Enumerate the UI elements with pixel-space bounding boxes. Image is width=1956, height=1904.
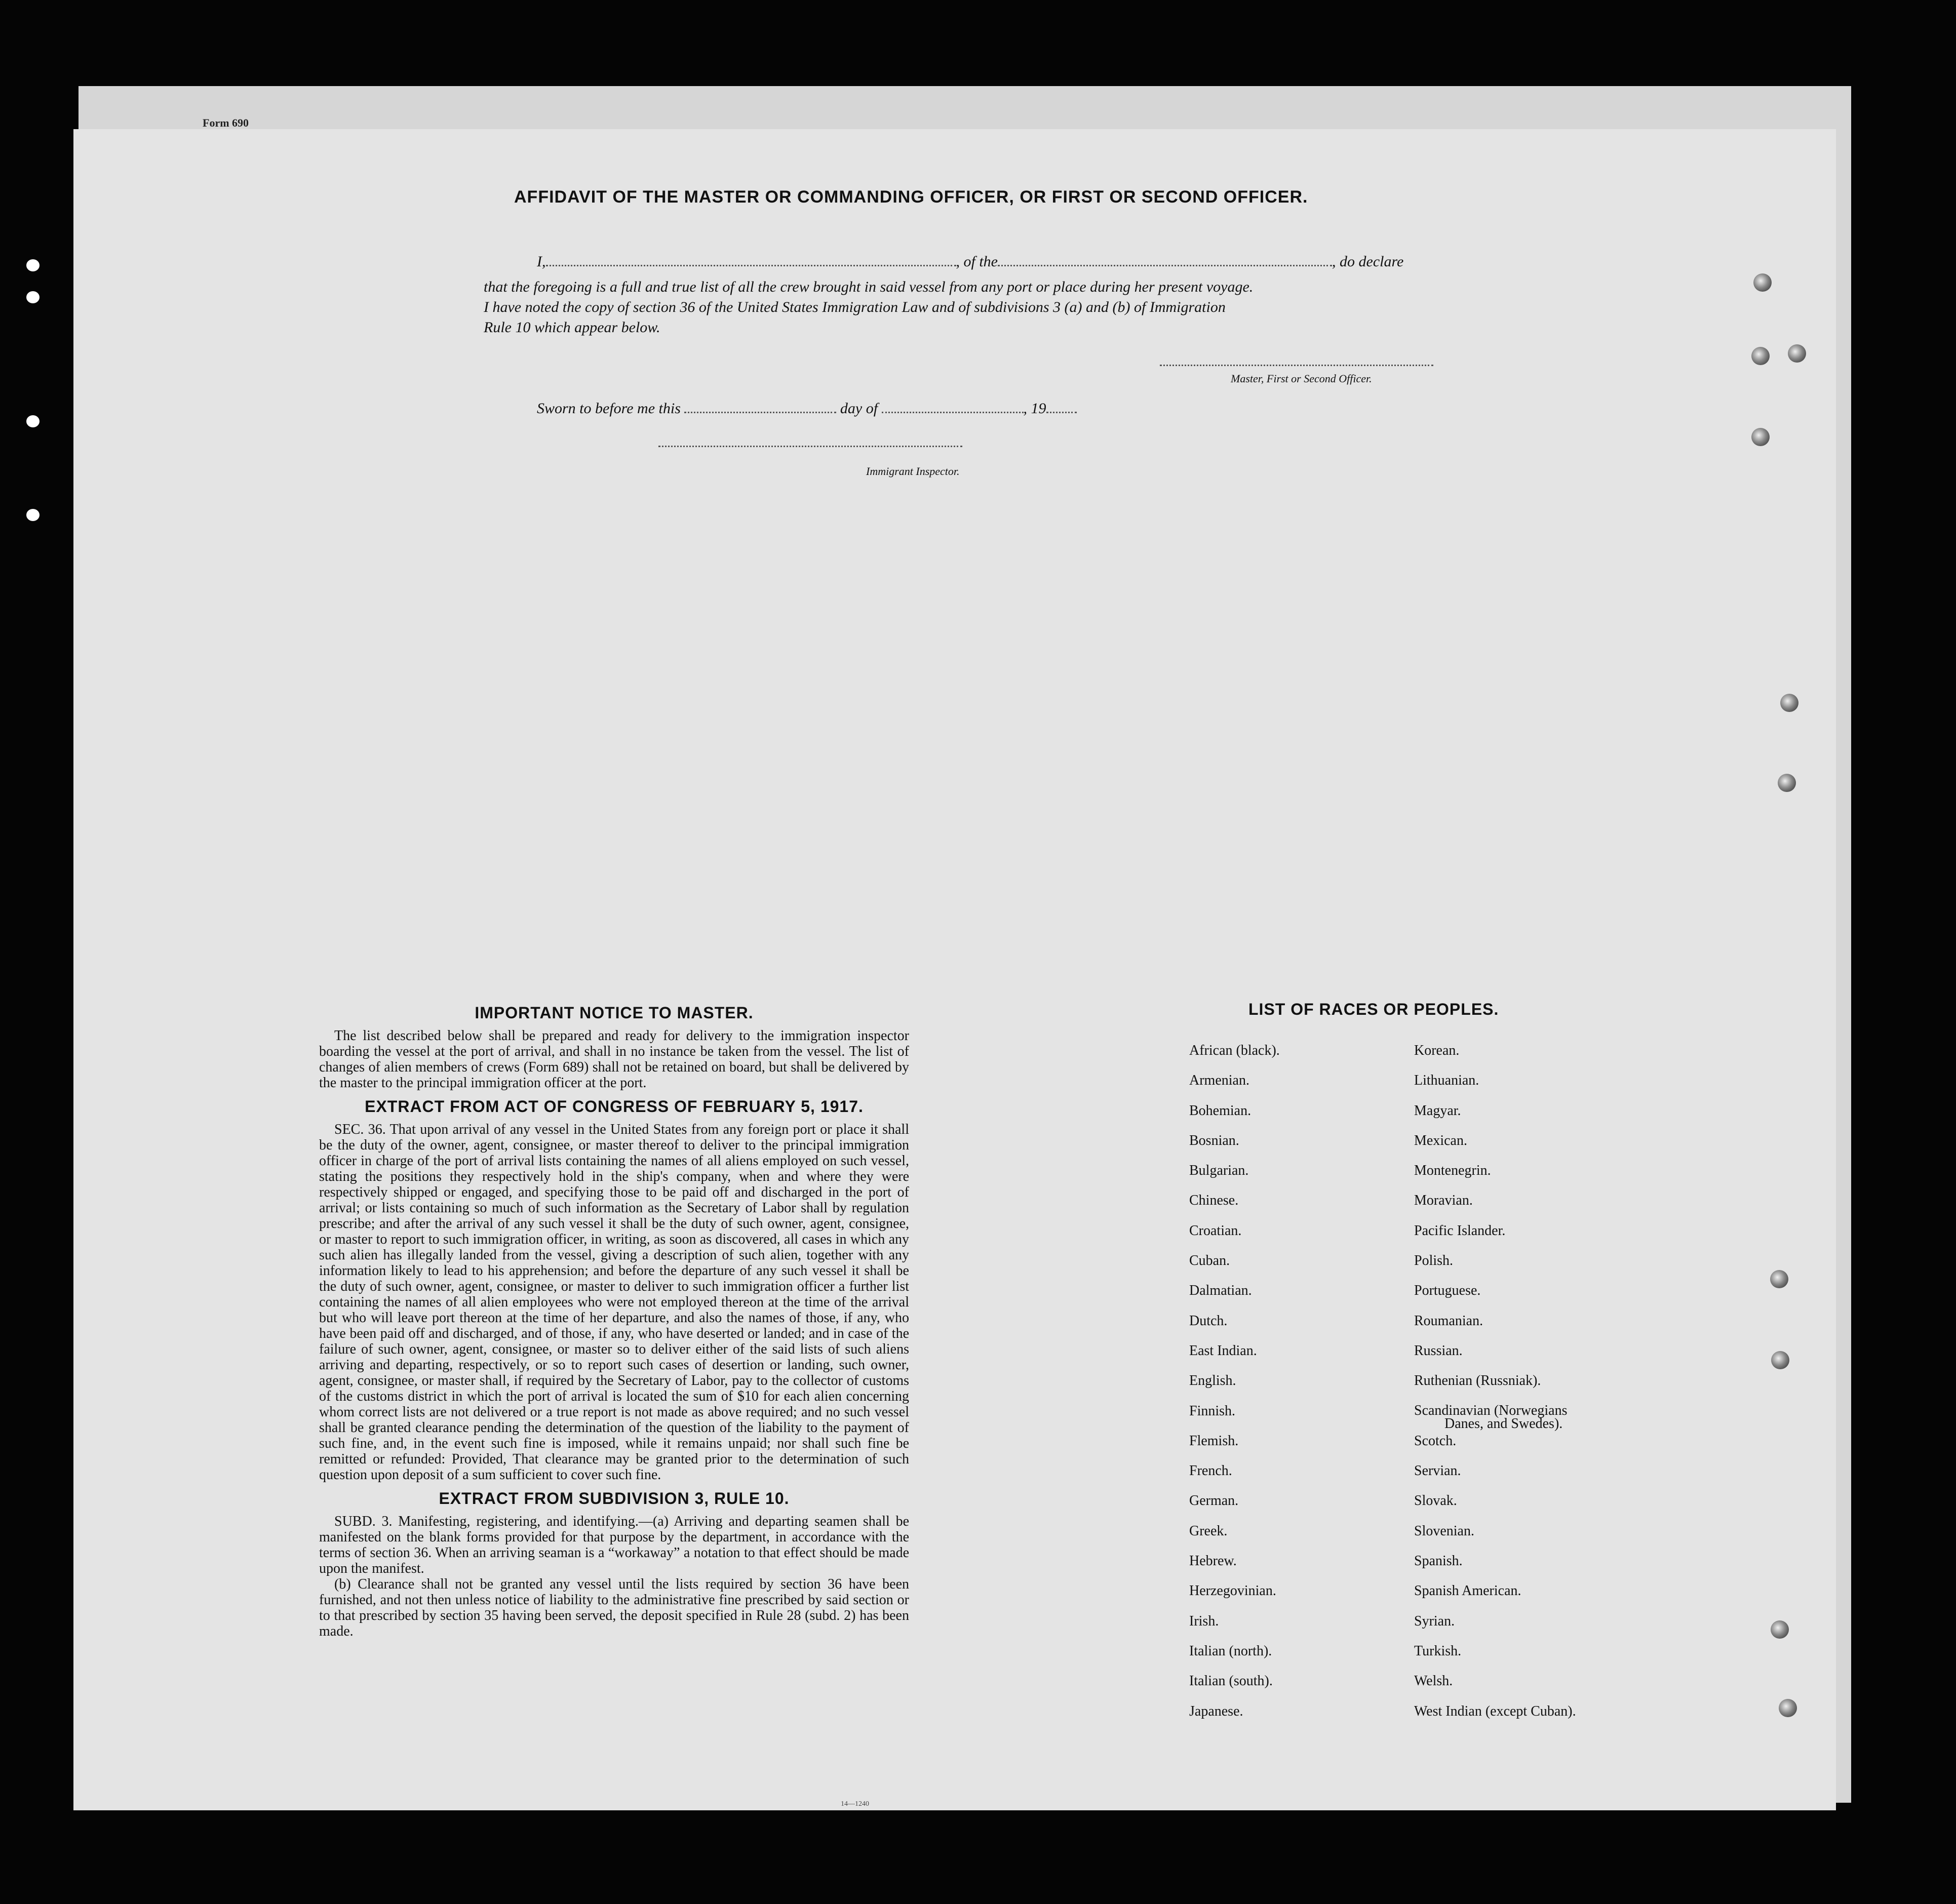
binding-hole xyxy=(26,259,40,271)
punch-hole xyxy=(1778,774,1796,792)
punch-hole xyxy=(1771,1620,1789,1639)
rule-extract-para-a: SUBD. 3. Manifesting, registering, and identifying.—(a) Arriving and departing seamen shall be manifested on the blank forms provided for that purpose by the department, in accordance with the terms of section 36. When an arriving seaman is a “workaway” a notation to that effect should be made upon the manifest. xyxy=(319,1514,909,1576)
races-column-2 xyxy=(1414,1043,1576,1734)
footer-code: 14—1240 xyxy=(841,1800,869,1808)
inspector-signature-line[interactable] xyxy=(658,446,962,447)
race-item: Armenian. xyxy=(1189,1073,1249,1089)
race-item: African (black). xyxy=(1189,1043,1280,1058)
notice-title: IMPORTANT NOTICE TO MASTER. xyxy=(475,1004,754,1022)
race-item: French. xyxy=(1189,1463,1232,1479)
master-signature-line[interactable] xyxy=(1160,365,1433,366)
race-item: Montenegrin. xyxy=(1414,1163,1491,1179)
race-item: Turkish. xyxy=(1414,1643,1462,1659)
punch-hole xyxy=(1779,1699,1797,1717)
race-item: Herzegovinian. xyxy=(1189,1583,1276,1599)
race-item: Moravian. xyxy=(1414,1193,1473,1209)
race-item: Dutch. xyxy=(1189,1313,1228,1329)
affidavit-of-the-label: , of the xyxy=(956,253,998,270)
race-item: Pacific Islander. xyxy=(1414,1222,1506,1239)
race-item: Lithuanian. xyxy=(1414,1073,1479,1089)
punch-hole xyxy=(1770,1270,1788,1288)
race-item: Spanish. xyxy=(1414,1553,1463,1569)
race-item: Servian. xyxy=(1414,1463,1461,1479)
sworn-year-field[interactable] xyxy=(1046,412,1077,413)
punch-hole xyxy=(1751,347,1770,365)
sworn-day-field[interactable] xyxy=(684,412,836,413)
race-item: Mexican. xyxy=(1414,1132,1467,1148)
sworn-line xyxy=(537,400,1077,417)
punch-hole xyxy=(1788,344,1806,363)
race-item: Roumanian. xyxy=(1414,1313,1483,1329)
race-item: Bohemian. xyxy=(1189,1102,1251,1119)
inspector-signature-label: Immigrant Inspector. xyxy=(866,465,960,478)
race-item: Russian. xyxy=(1414,1342,1463,1359)
day-of-label: day of xyxy=(840,400,878,417)
race-item: Irish. xyxy=(1189,1613,1219,1629)
notice-section xyxy=(319,1000,909,1639)
binding-hole xyxy=(26,415,40,427)
binding-hole xyxy=(26,291,40,303)
race-item: Chinese. xyxy=(1189,1193,1239,1209)
affidavit-line-2: that the foregoing is a full and true list of all the crew brought in said vessel from any port or place during her present voyage. xyxy=(484,279,1254,295)
punch-hole xyxy=(1753,273,1772,292)
race-item: Japanese. xyxy=(1189,1703,1243,1719)
race-item: Korean. xyxy=(1414,1043,1460,1058)
form-number: Form 690 xyxy=(203,116,249,129)
race-item: Italian (south). xyxy=(1189,1673,1273,1689)
race-item: Ruthenian (Russniak). xyxy=(1414,1373,1541,1389)
race-item: Polish. xyxy=(1414,1253,1454,1269)
race-item: English. xyxy=(1189,1373,1236,1389)
rule-extract-title: EXTRACT FROM SUBDIVISION 3, RULE 10. xyxy=(439,1489,790,1508)
affidavit-line-1 xyxy=(537,253,1403,270)
race-item: Slovak. xyxy=(1414,1493,1457,1509)
race-item: Croatian. xyxy=(1189,1222,1242,1239)
race-item: Syrian. xyxy=(1414,1613,1455,1629)
race-item: Flemish. xyxy=(1189,1433,1239,1449)
race-item: Portuguese. xyxy=(1414,1283,1481,1299)
punch-hole xyxy=(1771,1351,1789,1369)
vessel-field[interactable] xyxy=(998,265,1332,266)
affidavit-line-3: I have noted the copy of section 36 of the United States Immigration Law and of subdivisions 3 (a) and (b) of Immigration xyxy=(484,299,1226,315)
act-extract-title: EXTRACT FROM ACT OF CONGRESS OF FEBRUARY 5, 1917. xyxy=(365,1097,864,1116)
master-signature-label: Master, First or Second Officer. xyxy=(1231,372,1372,385)
race-item: Spanish American. xyxy=(1414,1583,1521,1599)
race-item: Greek. xyxy=(1189,1523,1228,1539)
race-item: Scandinavian (Norwegians Danes, and Swedes). xyxy=(1414,1404,1576,1434)
race-item: Bosnian. xyxy=(1189,1132,1239,1148)
race-item: Finnish. xyxy=(1189,1403,1236,1419)
binding-hole xyxy=(26,509,40,521)
punch-hole xyxy=(1751,428,1770,446)
name-field[interactable] xyxy=(546,265,956,266)
race-item: Italian (north). xyxy=(1189,1643,1272,1659)
race-item: East Indian. xyxy=(1189,1342,1257,1359)
sworn-label: Sworn to before me this xyxy=(537,400,681,417)
race-item: Dalmatian. xyxy=(1189,1283,1252,1299)
notice-text: The list described below shall be prepared and ready for delivery to the immigration inspector boarding the vessel at the port of arrival, and shall in no instance be taken from the vessel. The list of changes of alien members of crews (Form 689) shall not be retained on board, but shall be delivered by the master to the principal immigration officer at the port. xyxy=(319,1028,909,1091)
race-item: Welsh. xyxy=(1414,1673,1453,1689)
race-item: German. xyxy=(1189,1493,1239,1509)
sworn-month-field[interactable] xyxy=(882,412,1024,413)
race-item: Magyar. xyxy=(1414,1102,1461,1119)
rule-extract-para-b: (b) Clearance shall not be granted any vessel until the lists required by section 36 have been furnished, and not then unless notice of liability to the administrative fine prescribed by said section or to that prescribed by section 35 having been served, the deposit specified in Rule 28 (subd. 2) has been made. xyxy=(319,1576,909,1639)
race-item: Scotch. xyxy=(1414,1433,1457,1449)
race-item: Cuban. xyxy=(1189,1253,1230,1269)
act-extract-text: SEC. 36. That upon arrival of any vessel in the United States from any foreign port or place it shall be the duty of the owner, agent, consignee, or master thereof to deliver to the principal immigration officer in charge of the port of arrival lists containing the names of all aliens employed on such vessel, stating the positions they respectively hold in the ship's company, when and where they were respectively shipped or engaged, and specifying those to be paid off and discharged in the port of arrival; or lists containing so much of such information as the Secretary of Labor shall by regulation prescribe; and after the arrival of any such vessel it shall be the duty of such owner, agent, consignee, or master to report to such immigration officer, in writing, as soon as discovered, all cases in which any such alien has illegally landed from the vessel, giving a description of such alien, together with any information likely to lead to his apprehension; and before the departure of any such vessel it shall be the duty of such owner, agent, consignee, or master to deliver to such immigration officer a further list containing the names of all alien employees who were not employed thereon at the time of the arrival but who will leave port thereon at the time of her departure, and also the names of those, if any, who have been paid off and discharged, and of those, if any, who have deserted or landed; and in case of the failure of such owner, agent, consignee, or master so to deliver either of the said lists of such aliens arriving and departing, respectively, or so to report such cases of desertion or landing, such owner, agent, consignee, or master shall, if required by the Secretary of Labor, pay to the collector of customs of the customs district in which the port of arrival is located the sum of $10 for each alien concerning whom correct lists are not delivered or a true report is not made as above required; and no such vessel shall be granted clearance pending the determination of the question of the liability to the payment of such fine, and, in the event such fine is imposed, while it remains unpaid; nor shall such fine be remitted or refunded: Provided, That clearance may be granted prior to the determination of such question upon deposit of a sum sufficient to cover such fine. xyxy=(319,1122,909,1483)
races-column-1 xyxy=(1189,1043,1280,1734)
punch-hole xyxy=(1780,694,1798,712)
affidavit-line-4: Rule 10 which appear below. xyxy=(484,319,660,336)
race-item: Hebrew. xyxy=(1189,1553,1237,1569)
affidavit-declare-label: , do declare xyxy=(1332,253,1404,270)
races-title: LIST OF RACES OR PEOPLES. xyxy=(1248,1000,1499,1018)
race-item-continuation: Danes, and Swedes). xyxy=(1444,1415,1563,1432)
race-item: West Indian (except Cuban). xyxy=(1414,1703,1576,1719)
affidavit-i-label: I, xyxy=(537,253,546,270)
race-item: Bulgarian. xyxy=(1189,1163,1249,1179)
affidavit-title: AFFIDAVIT OF THE MASTER OR COMMANDING OFFICER, OR FIRST OR SECOND OFFICER. xyxy=(514,187,1308,207)
year-label: , 19 xyxy=(1023,400,1046,417)
race-item: Slovenian. xyxy=(1414,1523,1474,1539)
